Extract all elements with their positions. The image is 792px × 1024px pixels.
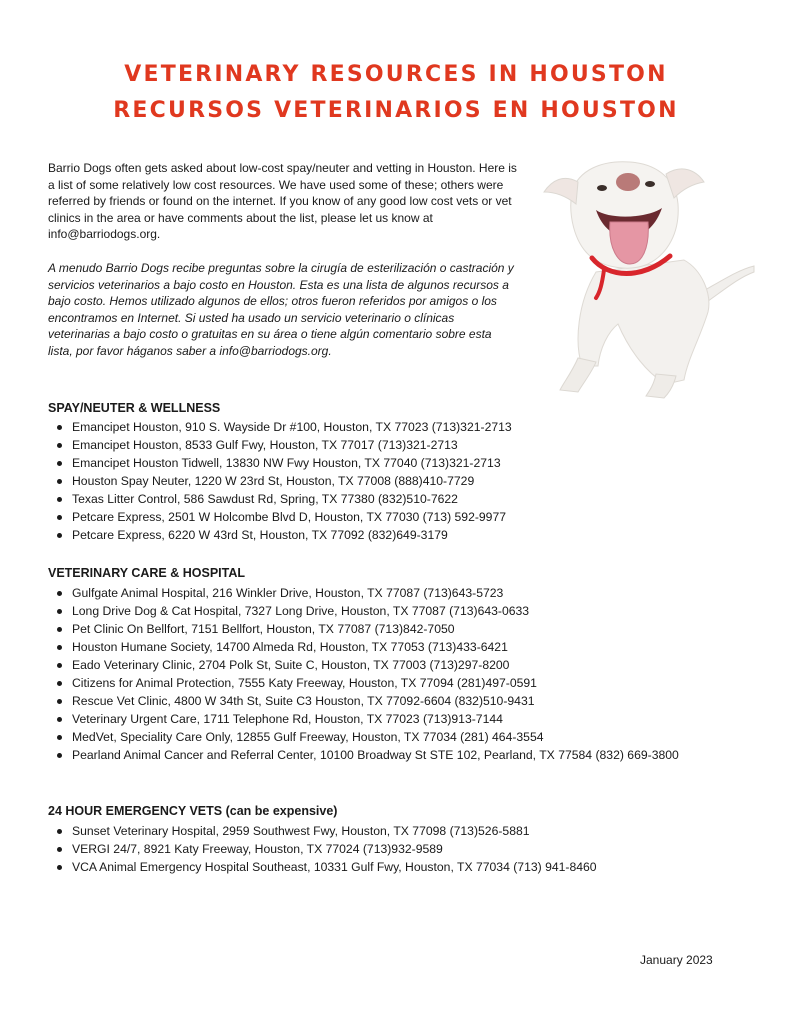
intro-spanish-text: A menudo Barrio Dogs recibe preguntas sobre la cirugía de esterilización o castración y servicios veterinarios a bajo costo en Houston. Esta es una lista de algunos recursos a bajo costo. Hemos utilizado algunos de ellos; otros fueron referidos por amigos o los encontramos en Internet. Si usted ha usado un servicio veterinario o clínicas veterinarias a bajo costo o gratuitas en su área o tiene algún comentario sobre esta lista, por favor háganos saber a info@barriodogs.org.	[48, 261, 514, 358]
resource-list-veterinary-care	[48, 584, 748, 764]
bullet	[57, 681, 62, 686]
list-item: Veterinary Urgent Care, 1711 Telephone Rd, Houston, TX 77023 (713)913-7144	[48, 710, 748, 728]
list-item: Eado Veterinary Clinic, 2704 Polk St, Suite C, Houston, TX 77003 (713)297-8200	[48, 656, 748, 674]
list-item: Citizens for Animal Protection, 7555 Katy Freeway, Houston, TX 77094 (281)497-0591	[48, 674, 748, 692]
section-heading-spay-neuter: SPAY/NEUTER & WELLNESS	[48, 401, 221, 415]
bullet	[57, 847, 62, 852]
bullet	[57, 865, 62, 870]
list-item: VERGI 24/7, 8921 Katy Freeway, Houston, TX 77024 (713)932-9589	[48, 840, 748, 858]
list-item: VCA Animal Emergency Hospital Southeast, 10331 Gulf Fwy, Houston, TX 77034 (713) 941-8460	[48, 858, 748, 876]
intro-spanish	[48, 260, 518, 360]
bullet	[57, 735, 62, 740]
bullet	[57, 479, 62, 484]
dog-front-leg-right	[646, 374, 676, 398]
dog-ear-left	[544, 178, 578, 204]
bullet	[57, 717, 62, 722]
dog-eye-right	[645, 181, 655, 187]
list-item: Gulfgate Animal Hospital, 216 Winkler Drive, Houston, TX 77087 (713)643-5723	[48, 584, 748, 602]
dog-photo	[538, 152, 758, 402]
list-item: Petcare Express, 6220 W 43rd St, Houston, TX 77092 (832)649-3179	[48, 526, 748, 544]
resource-list-emergency-vets	[48, 822, 748, 876]
footer-date: January 2023	[640, 953, 713, 967]
dog-front-leg-left	[560, 358, 596, 392]
bullet	[57, 663, 62, 668]
bullet	[57, 591, 62, 596]
bullet	[57, 753, 62, 758]
list-item: Emancipet Houston, 910 S. Wayside Dr #100, Houston, TX 77023 (713)321-2713	[48, 418, 748, 436]
list-item: Pet Clinic On Bellfort, 7151 Bellfort, Houston, TX 77087 (713)842-7050	[48, 620, 748, 638]
dog-nose	[616, 173, 640, 191]
list-item: Long Drive Dog & Cat Hospital, 7327 Long Drive, Houston, TX 77087 (713)643-0633	[48, 602, 748, 620]
bullet	[57, 829, 62, 834]
resource-list-spay-neuter	[48, 418, 748, 544]
list-item: Rescue Vet Clinic, 4800 W 34th St, Suite C3 Houston, TX 77092-6604 (832)510-9431	[48, 692, 748, 710]
bullet	[57, 497, 62, 502]
bullet	[57, 699, 62, 704]
bullet	[57, 461, 62, 466]
bullet	[57, 443, 62, 448]
dog-eye-left	[597, 185, 607, 191]
bullet	[57, 627, 62, 632]
list-item: Houston Humane Society, 14700 Almeda Rd, Houston, TX 77053 (713)433-6421	[48, 638, 748, 656]
list-item: MedVet, Speciality Care Only, 12855 Gulf Freeway, Houston, TX 77034 (281) 464-3554	[48, 728, 748, 746]
section-heading-veterinary-care: VETERINARY CARE & HOSPITAL	[48, 566, 246, 580]
list-item: Houston Spay Neuter, 1220 W 23rd St, Houston, TX 77008 (888)410-7729	[48, 472, 748, 490]
page-title-english: VETERINARY RESOURCES IN HOUSTON	[124, 62, 668, 87]
list-item: Petcare Express, 2501 W Holcombe Blvd D, Houston, TX 77030 (713) 592-9977	[48, 508, 748, 526]
list-item: Sunset Veterinary Hospital, 2959 Southwest Fwy, Houston, TX 77098 (713)526-5881	[48, 822, 748, 840]
dog-body	[578, 260, 709, 384]
list-item: Pearland Animal Cancer and Referral Center, 10100 Broadway St STE 102, Pearland, TX 77584 (832) 669-3800	[48, 746, 748, 764]
bullet	[57, 645, 62, 650]
intro-english-text: Barrio Dogs often gets asked about low-cost spay/neuter and vetting in Houston. Here is a list of some relatively low cost resources. We have used some of these; others were referred by friends or found on the internet. If you know of any good low cost vets or vet clinics in the area or have comments about the list, please let us know at info@barriodogs.org.	[48, 161, 517, 242]
list-item: Texas Litter Control, 586 Sawdust Rd, Spring, TX 77380 (832)510-7622	[48, 490, 748, 508]
page-title-spanish: RECURSOS VETERINARIOS EN HOUSTON	[113, 98, 679, 123]
bullet	[57, 515, 62, 520]
bullet	[57, 533, 62, 538]
section-heading-emergency-vets: 24 HOUR EMERGENCY VETS (can be expensive)	[48, 804, 338, 818]
intro-english	[48, 160, 518, 243]
list-item: Emancipet Houston, 8533 Gulf Fwy, Houston, TX 77017 (713)321-2713	[48, 436, 748, 454]
list-item: Emancipet Houston Tidwell, 13830 NW Fwy Houston, TX 77040 (713)321-2713	[48, 454, 748, 472]
bullet	[57, 609, 62, 614]
bullet	[57, 425, 62, 430]
